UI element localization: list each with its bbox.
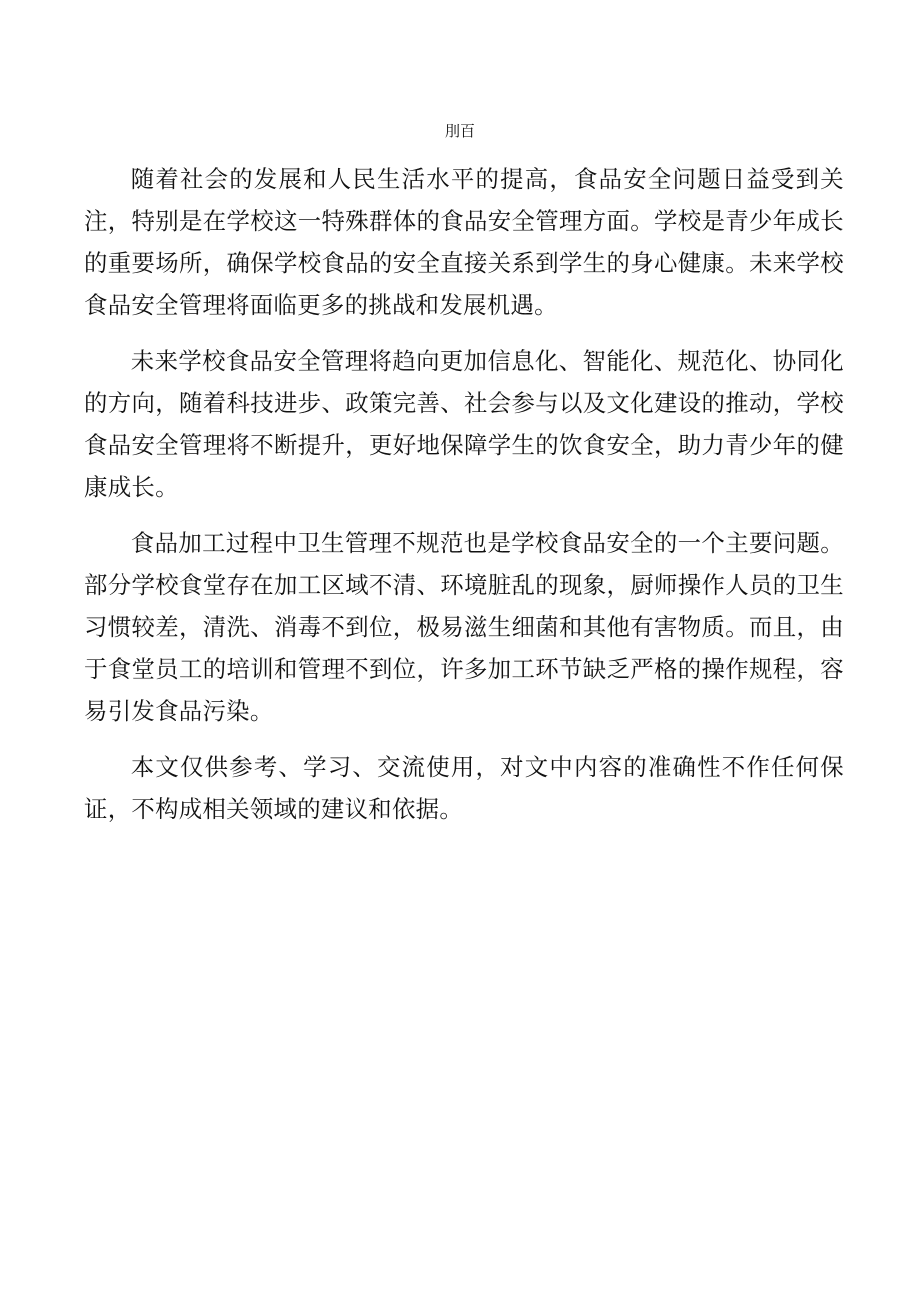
paragraph-1: 随着社会的发展和人民生活水平的提高，食品安全问题日益受到关注，特别是在学校这一特殊群体的食品安全管理方面。学校是青少年成长的重要场所，确保学校食品的安全直接关系到学生的身心健康。未来学校食品安全管理将面临更多的挑战和发展机遇。: [84, 165, 844, 319]
page-heading: 刖百: [444, 122, 475, 140]
paragraph-2: 未来学校食品安全管理将趋向更加信息化、智能化、规范化、协同化的方向，随着科技进步、政策完善、社会参与以及文化建设的推动，学校食品安全管理将不断提升，更好地保障学生的饮食安全，助力青少年的健康成长。: [84, 347, 844, 501]
paragraph-4: 本文仅供参考、学习、交流使用，对文中内容的准确性不作任何保证，不构成相关领域的建议和依据。: [84, 753, 844, 823]
document-body: [84, 158, 844, 844]
paragraph-3: 食品加工过程中卫生管理不规范也是学校食品安全的一个主要问题。部分学校食堂存在加工区域不清、环境脏乱的现象，厨师操作人员的卫生习惯较差，清洗、消毒不到位，极易滋生细菌和其他有害物质。而且，由于食堂员工的培训和管理不到位，许多加工环节缺乏严格的操作规程，容易引发食品污染。: [84, 529, 844, 725]
